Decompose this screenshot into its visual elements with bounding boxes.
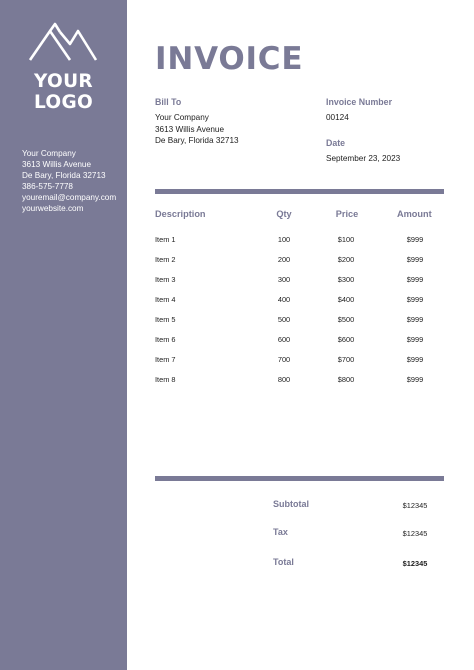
item-qty: 700	[277, 355, 291, 364]
invoice-number-label: Invoice Number	[326, 97, 392, 107]
item-description: Item 8	[155, 375, 176, 384]
item-amount: $999	[406, 275, 424, 284]
item-qty: 100	[277, 235, 291, 244]
table-row	[0, 315, 474, 327]
item-amount: $999	[406, 255, 424, 264]
total-label: Total	[273, 557, 294, 567]
invoice-date: September 23, 2023	[326, 154, 401, 163]
item-qty: 800	[277, 375, 291, 384]
invoice-title: INVOICE	[155, 41, 304, 77]
table-row	[0, 355, 474, 367]
sender-phone: 386-575-7778	[22, 182, 73, 192]
sender-company: Your Company	[22, 149, 76, 158]
header-price: Price	[335, 209, 359, 219]
bill-to-label: Bill To	[155, 97, 182, 107]
table-top-divider	[155, 189, 444, 194]
table-row	[0, 235, 474, 247]
subtotal-value: $12345	[402, 501, 428, 510]
item-description: Item 6	[155, 335, 176, 344]
sender-email: youremail@company.com	[22, 193, 117, 203]
logo-line-2: LOGO	[34, 92, 93, 113]
item-price: $300	[337, 275, 355, 284]
table-row	[0, 295, 474, 307]
item-price: $200	[337, 255, 355, 264]
table-row	[0, 375, 474, 387]
item-price: $500	[337, 315, 355, 324]
item-qty: 500	[277, 315, 291, 324]
mountain-logo-icon	[28, 22, 98, 62]
item-description: Item 3	[155, 275, 176, 284]
sender-street: 3613 Willis Avenue	[22, 160, 92, 170]
bill-to-block	[155, 112, 239, 147]
item-amount: $999	[406, 335, 424, 344]
total-value: $12345	[402, 559, 428, 568]
header-qty: Qty	[276, 209, 292, 219]
tax-label: Tax	[273, 527, 288, 537]
item-price: $800	[337, 375, 355, 384]
subtotal-label: Subtotal	[273, 499, 309, 509]
item-price: $700	[337, 355, 355, 364]
item-description: Item 4	[155, 295, 176, 304]
table-row	[0, 275, 474, 287]
sender-website: yourwebsite.com	[22, 204, 84, 214]
item-amount: $999	[406, 355, 424, 364]
item-amount: $999	[406, 235, 424, 244]
item-amount: $999	[406, 375, 424, 384]
item-description: Item 5	[155, 315, 176, 324]
logo-line-1: YOUR	[34, 71, 93, 92]
totals-divider	[155, 476, 444, 481]
header-description: Description	[155, 209, 206, 219]
item-price: $100	[337, 235, 355, 244]
item-description: Item 2	[155, 255, 176, 264]
item-price: $400	[337, 295, 355, 304]
date-label: Date	[326, 138, 346, 148]
sender-contact-block	[22, 148, 116, 215]
bill-to-city: De Bary, Florida 32713	[155, 136, 239, 145]
bill-to-street: 3613 Willis Avenue	[155, 124, 225, 134]
item-qty: 300	[277, 275, 291, 284]
item-description: Item 7	[155, 355, 176, 364]
invoice-number: 00124	[326, 113, 349, 122]
table-row	[0, 335, 474, 347]
logo-text	[34, 71, 93, 113]
sender-city: De Bary, Florida 32713	[22, 171, 106, 181]
item-qty: 600	[277, 335, 291, 344]
item-amount: $999	[406, 315, 424, 324]
tax-value: $12345	[402, 529, 428, 538]
item-qty: 200	[277, 255, 291, 264]
item-description: Item 1	[155, 235, 176, 244]
table-row	[0, 255, 474, 267]
item-price: $600	[337, 335, 355, 344]
item-amount: $999	[406, 295, 424, 304]
item-qty: 400	[277, 295, 291, 304]
header-amount: Amount	[397, 209, 432, 219]
bill-to-company: Your Company	[155, 113, 209, 122]
